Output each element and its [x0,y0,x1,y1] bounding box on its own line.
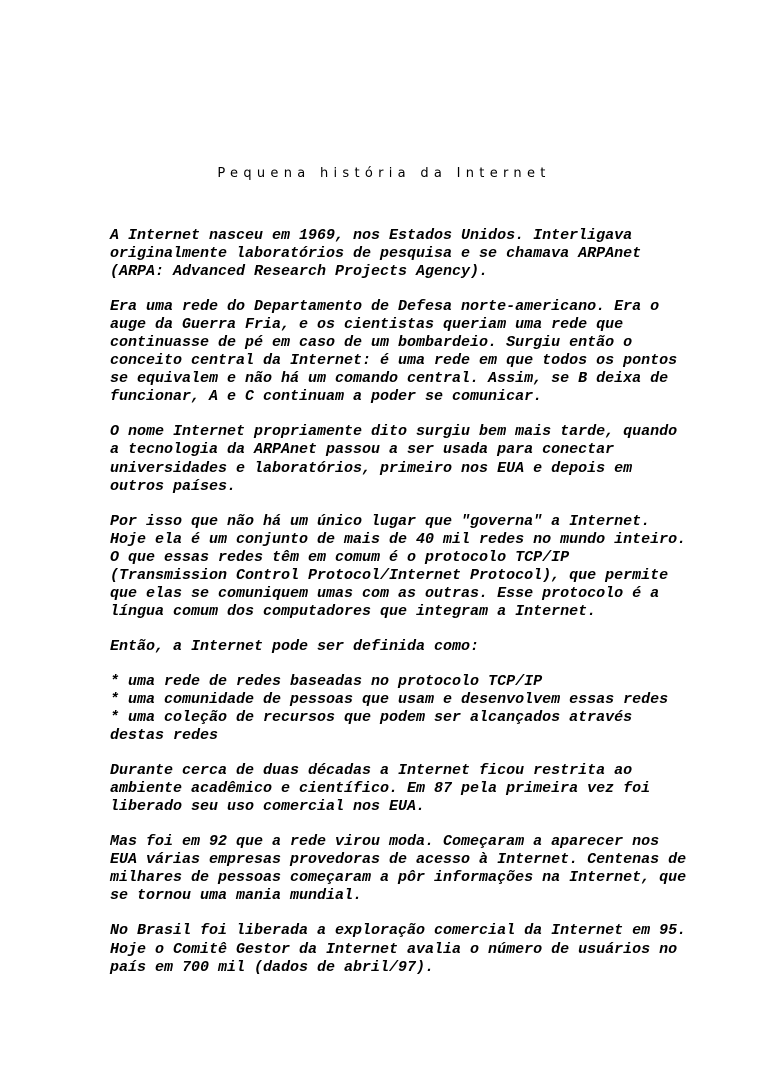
text-line: país em 700 mil (dados de abril/97). [110,958,435,976]
text-line: O que essas redes têm em comum é o protocolo TCP/IP [110,548,570,566]
text-line: A Internet nasceu em 1969, nos Estados Unidos. Interligava [110,227,633,244]
paragraph [110,762,760,816]
text-line: EUA várias empresas provedoras de acesso à Internet. Centenas de [110,851,687,869]
text-line: continuasse de pé em caso de um bombardeio. Surgiu então o [110,334,633,352]
text-line: (Transmission Control Protocol/Internet Protocol), que permite [110,566,669,584]
paragraph [110,922,760,976]
text-line: se equivalem e não há um comando central. Assim, se B deixa de [110,370,669,388]
text-line: a tecnologia da ARPAnet passou a ser usada para conectar [110,441,615,459]
document-body [110,227,760,994]
text-line: O nome Internet propriamente dito surgiu bem mais tarde, quando [110,423,678,441]
text-line: originalmente laboratórios de pesquisa e se chamava ARPAnet [110,245,642,263]
paragraph [110,298,760,406]
text-line: Hoje o Comitê Gestor da Internet avalia o número de usuários no [110,940,678,958]
text-line: outros países. [110,477,237,495]
text-line: conceito central da Internet: é uma rede em que todos os pontos [110,352,678,370]
text-line: auge da Guerra Fria, e os cientistas queriam uma rede que [110,316,624,334]
text-line: Era uma rede do Departamento de Defesa norte-americano. Era o [110,298,660,316]
text-line: funcionar, A e C continuam a poder se comunicar. [110,388,543,406]
paragraph [110,227,760,281]
text-line: (ARPA: Advanced Research Projects Agency). [110,263,489,281]
text-line: * uma comunidade de pessoas que usam e desenvolvem essas redes [110,690,669,708]
paragraph [110,673,760,745]
text-line: destas redes [110,727,219,745]
text-line: * uma rede de redes baseadas no protocolo TCP/IP [110,672,543,690]
text-line: língua comum dos computadores que integram a Internet. [110,602,597,620]
text-line: universidades e laboratórios, primeiro nos EUA e depois em [110,459,633,477]
text-line: liberado seu uso comercial nos EUA. [110,798,426,816]
paragraph [110,833,760,905]
document-title: Pequena história da Internet [217,166,551,181]
text-line: Por isso que não há um único lugar que "governa" a Internet. [110,512,651,530]
text-line: Durante cerca de duas décadas a Internet ficou restrita ao [110,762,633,780]
paragraph [110,513,760,621]
text-line: milhares de pessoas começaram a pôr informações na Internet, que [110,869,687,887]
text-line: No Brasil foi liberada a exploração comercial da Internet em 95. [110,922,687,940]
text-line: Hoje ela é um conjunto de mais de 40 mil redes no mundo inteiro. [110,530,687,548]
paragraph [110,638,760,656]
text-line: se tornou uma mania mundial. [110,887,363,905]
text-line: Então, a Internet pode ser definida como: [110,637,480,655]
text-line: * uma coleção de recursos que podem ser alcançados através [110,709,633,727]
text-line: que elas se comuniquem umas com as outras. Esse protocolo é a [110,584,660,602]
text-line: Mas foi em 92 que a rede virou moda. Começaram a aparecer nos [110,833,660,851]
text-line: ambiente acadêmico e científico. Em 87 pela primeira vez foi [110,780,651,798]
paragraph [110,423,760,495]
